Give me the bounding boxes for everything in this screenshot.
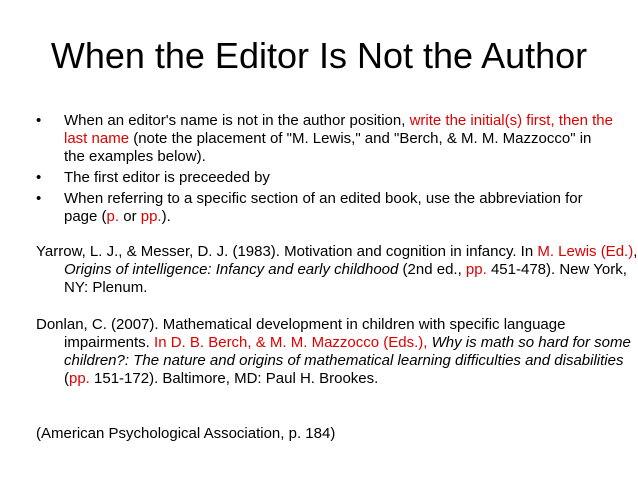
bullet-dot: • bbox=[36, 190, 42, 207]
bullet-text: When an editor's name is not in the author position, bbox=[64, 112, 410, 129]
bullet-highlight: pp. bbox=[140, 208, 162, 225]
bullet-text: (note the placement of "M. Lewis," and "Berch, & M. M. Mazzocco" in the examples below). bbox=[64, 130, 592, 165]
reference-page-abbrev: pp. bbox=[465, 261, 487, 278]
reference-text: Yarrow, L. J., & Messer, D. J. (1983). Motivation and cognition in infancy. In bbox=[36, 243, 538, 260]
reference-book-title: Why is math so hard for some children?: The nature and origins of mathematical learning difficulties and disabilities bbox=[64, 334, 631, 369]
reference-text: (2nd ed., bbox=[398, 261, 466, 278]
bullet-dot: • bbox=[36, 169, 42, 186]
reference-page-abbrev: pp. bbox=[69, 370, 90, 387]
citation: (American Psychological Association, p. 184) bbox=[36, 425, 336, 442]
reference-editor: In D. B. Berch, & M. M. Mazzocco (Eds.), bbox=[154, 334, 428, 351]
bullet-dot: • bbox=[36, 112, 42, 129]
slide-title: When the Editor Is Not the Author bbox=[50, 35, 588, 76]
reference-book-title: Origins of intelligence: Infancy and early childhood bbox=[64, 261, 399, 278]
bullet-highlight: p. bbox=[106, 208, 120, 225]
reference-entry bbox=[36, 316, 638, 388]
bullet-highlight: write the initial(s) first, then the last name bbox=[64, 112, 613, 147]
reference-text: 451-478). New York, NY: Plenum. bbox=[64, 261, 627, 296]
bullet-item bbox=[36, 112, 616, 166]
reference-entry bbox=[36, 243, 638, 297]
bullet-text: When referring to a specific section of an edited book, use the abbreviation for page ( bbox=[64, 190, 583, 225]
bullet-text: The first editor is preceeded by bbox=[64, 169, 270, 186]
reference-text: 151-172). Baltimore, MD: Paul H. Brookes. bbox=[89, 370, 379, 387]
reference-text: Donlan, C. (2007). Mathematical development in children with specific language impairments. bbox=[36, 316, 566, 351]
bullet-list bbox=[36, 112, 616, 229]
reference-text: ( bbox=[64, 370, 69, 387]
bullet-text: ). bbox=[161, 208, 171, 225]
bullet-text: or bbox=[119, 208, 141, 225]
reference-text: , bbox=[633, 243, 638, 260]
bullet-item bbox=[36, 169, 616, 187]
reference-editor: M. Lewis (Ed.) bbox=[537, 243, 634, 260]
bullet-item bbox=[36, 190, 616, 226]
